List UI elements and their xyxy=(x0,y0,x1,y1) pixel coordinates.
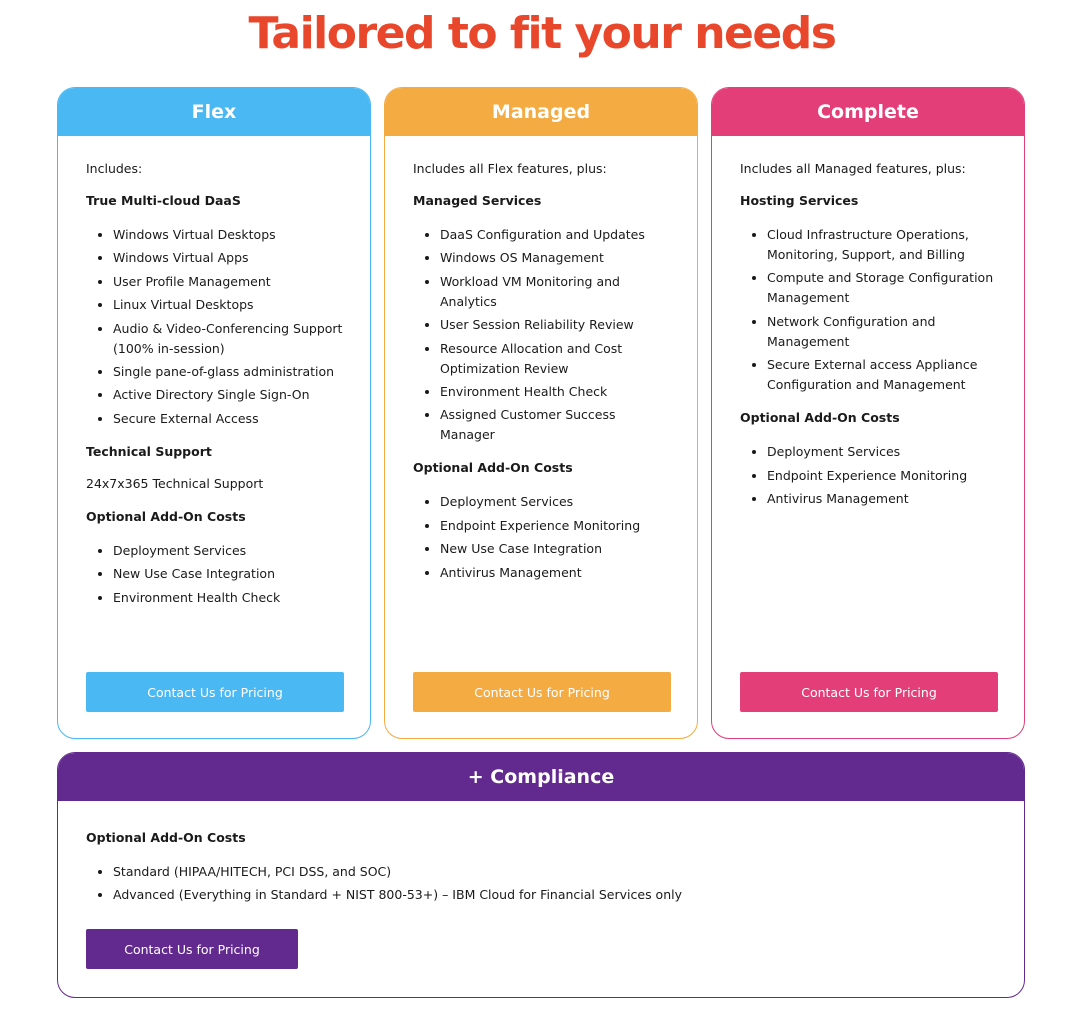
list-item: Standard (HIPAA/HITECH, PCI DSS, and SOC) xyxy=(98,862,1024,882)
list-item: Antivirus Management xyxy=(425,563,697,583)
list-item: Single pane-of-glass administration xyxy=(98,362,370,382)
compliance-list xyxy=(86,862,1024,905)
contact-pricing-button-managed[interactable]: Contact Us for Pricing xyxy=(413,672,671,712)
list-item: Windows OS Management xyxy=(425,248,697,268)
list-item: Audio & Video-Conferencing Support (100% in-session) xyxy=(98,319,370,359)
list-item: Windows Virtual Apps xyxy=(98,248,370,268)
list-item: Environment Health Check xyxy=(425,382,697,402)
list-item: DaaS Configuration and Updates xyxy=(425,225,697,245)
list-item: Resource Allocation and Cost Optimization Review xyxy=(425,339,697,379)
plan-intro: Includes all Managed features, plus: xyxy=(740,161,966,176)
list-item: New Use Case Integration xyxy=(425,539,697,559)
list-item: Deployment Services xyxy=(425,492,697,512)
contact-pricing-button-flex[interactable]: Contact Us for Pricing xyxy=(86,672,344,712)
list-item: Advanced (Everything in Standard + NIST 800-53+) – IBM Cloud for Financial Services only xyxy=(98,885,1024,905)
list-item: Windows Virtual Desktops xyxy=(98,225,370,245)
list-item: Environment Health Check xyxy=(98,588,370,608)
list-item: User Session Reliability Review xyxy=(425,315,697,335)
plan-name-compliance: + Compliance xyxy=(58,753,1024,801)
compliance-card xyxy=(57,752,1025,998)
plan-card-flex xyxy=(57,87,371,739)
list-item: Secure External Access xyxy=(98,409,370,429)
section-heading: True Multi-cloud DaaS xyxy=(86,193,241,208)
list-item: Active Directory Single Sign-On xyxy=(98,385,370,405)
feature-list xyxy=(86,225,370,429)
contact-pricing-button-compliance[interactable]: Contact Us for Pricing xyxy=(86,929,298,969)
plan-intro: Includes all Flex features, plus: xyxy=(413,161,607,176)
section-heading: Optional Add-On Costs xyxy=(86,830,246,845)
section-heading: Hosting Services xyxy=(740,193,859,208)
section-heading: Optional Add-On Costs xyxy=(413,460,573,476)
list-item: Linux Virtual Desktops xyxy=(98,295,370,315)
plan-name-managed: Managed xyxy=(385,88,697,136)
feature-list xyxy=(413,225,697,445)
page-title: Tailored to fit your needs xyxy=(248,8,836,59)
addon-list xyxy=(413,492,697,582)
list-item: Antivirus Management xyxy=(752,489,1024,509)
list-item: Endpoint Experience Monitoring xyxy=(425,516,697,536)
addon-list xyxy=(86,541,370,608)
addon-list xyxy=(740,442,1024,509)
plan-intro: Includes: xyxy=(86,161,143,176)
plan-card-complete xyxy=(711,87,1025,739)
plan-card-managed xyxy=(384,87,698,739)
list-item: Deployment Services xyxy=(98,541,370,561)
list-item: Assigned Customer Success Manager xyxy=(425,405,697,445)
list-item: Deployment Services xyxy=(752,442,1024,462)
list-item: Endpoint Experience Monitoring xyxy=(752,466,1024,486)
support-text: 24x7x365 Technical Support xyxy=(86,475,264,491)
list-item: Compute and Storage Configuration Management xyxy=(752,268,1024,308)
contact-pricing-button-complete[interactable]: Contact Us for Pricing xyxy=(740,672,998,712)
list-item: Network Configuration and Management xyxy=(752,312,1024,352)
feature-list xyxy=(740,225,1024,395)
list-item: User Profile Management xyxy=(98,272,370,292)
section-heading: Optional Add-On Costs xyxy=(86,508,246,524)
list-item: Cloud Infrastructure Operations, Monitoring, Support, and Billing xyxy=(752,225,1024,265)
section-heading: Managed Services xyxy=(413,193,542,208)
list-item: Secure External access Appliance Configuration and Management xyxy=(752,355,1024,395)
plan-name-flex: Flex xyxy=(58,88,370,136)
list-item: Workload VM Monitoring and Analytics xyxy=(425,272,697,312)
plan-name-complete: Complete xyxy=(712,88,1024,136)
section-heading: Technical Support xyxy=(86,443,212,459)
section-heading: Optional Add-On Costs xyxy=(740,410,900,426)
list-item: New Use Case Integration xyxy=(98,564,370,584)
